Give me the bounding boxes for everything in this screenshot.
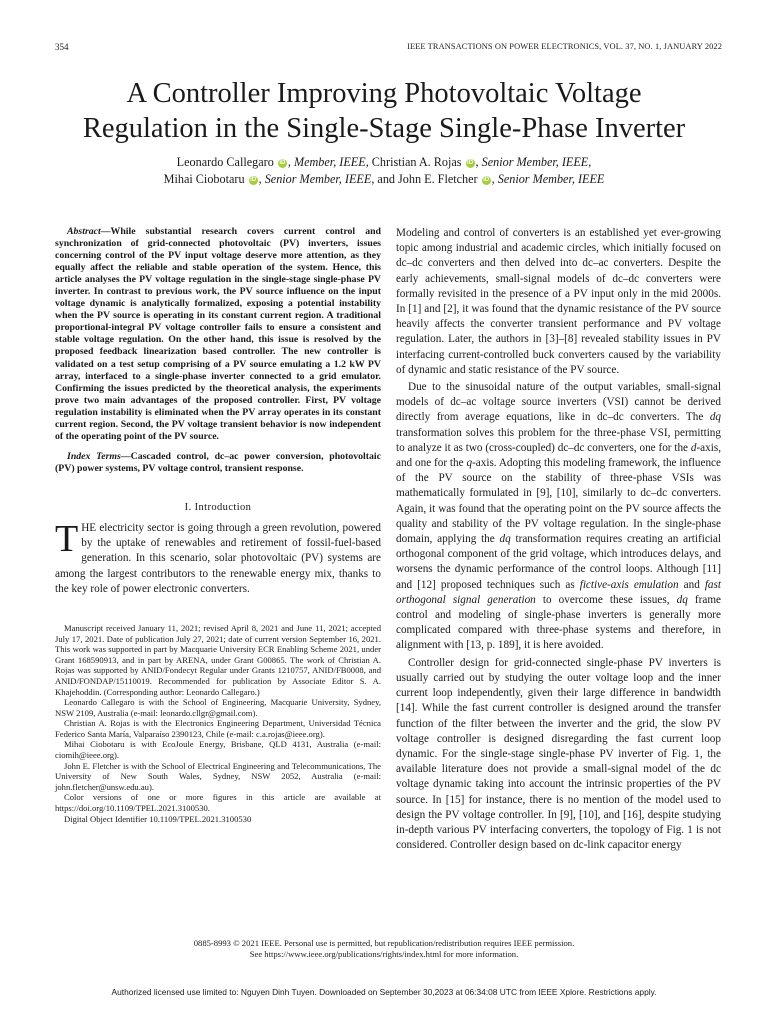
section-heading-introduction: I. Introduction [184,501,252,513]
orcid-icon[interactable]: iD [250,177,257,183]
author-name: , Christian A. Rojas [365,155,462,169]
author-name: Leonardo Callegaro [176,155,274,169]
footnote-manuscript: Manuscript received January 11, 2021; revised April 8, 2021 and June 11, 2021; accepted July 17, 2021. Date of publication July 27, 2021; date of current version September 16, 2021. This work was supported in part by Macquarie University ECR Enabling Scheme 2021, under Grant 168590913, and in part by ARENA, under Grant G00865. The work of Christian A. Rojas was supported by ANID/Fondecyt Regular under Grants 1210757, ANID/FB0008, and ANID/FONDAP/15110019. Recommended for publication by Associate Editor S. A. Khajehoddin. (Corresponding author: Leonardo Callegaro.) [55,622,381,697]
text-run: frame control and modeling of single-phase inverters is generally more complicated compared with three-phase systems and therefore, in alignment with [13, p. 189], it is here avoided. [396,593,721,652]
copyright-line: 0885-8993 © 2021 IEEE. Personal use is permitted, but republication/redistribution requires IEEE permission. [193,938,575,948]
paper-title [20,76,748,146]
index-terms-text: Cascaded control, dc–ac power conversion, photovoltaic (PV) power systems, PV voltage control, transient response. [55,450,381,474]
abstract [55,226,381,443]
footnote-doi: Digital Object Identifier 10.1109/TPEL.2021.3100530 [64,813,252,824]
abstract-text: While substantial research covers current control and synchronization of grid-connected photovoltaic (PV) inverters, issues concerning control of the PV input voltage deserve more attention, as they equally affect the reliable and stable operation of the system. Hence, this article analyses the PV voltage regulation in the single-stage single-phase PV inverter. In contrast to previous work, the PV source influence on the input voltage dynamic is analytically formalized, exposing a potential instability when the PV source is operating in its constant current region. A traditional proportional-integral PV voltage controller fails to ensure a consistent and stable voltage regulation. On the other hand, this issue is resolved by the proposed feedback linearization based controller. The new controller is validated on a test setup comprising of a PV source emulating a 1.2 kW PV array, interfaced to a single-phase inverter connected to a grid emulator. Confirming the issues predicted by the theoretical analysis, the experiments prove two main advantages of the proposed controller. First, PV voltage regulation instability is eliminated when the PV array operates in its constant current region. Second, the PV voltage transient behavior is now independent of the operating point of the PV source. [55,226,381,442]
author-role: , Senior Member, IEEE, [475,155,592,169]
footnote-affiliation: Leonardo Callegaro is with the School of Engineering, Macquarie University, Sydney, NSW 2109, Australia (e-mail: leonardo.cllgr@gmail.com). [55,697,381,718]
text-run: transformation solves this problem for the three-phase VSI, permitting to analyze it as two (cross-coupled) dc–dc converters, one for the [396,426,721,454]
orcid-icon[interactable]: iD [467,160,474,166]
footnotes [55,623,381,824]
footnote-color-versions: Color versions of one or more figures in this article are available at https://doi.org/10.1109/TPEL.2021.3100530. [55,792,381,814]
index-terms-label: Index Terms— [67,450,131,462]
text-run: -axis. Adopting this modeling framework, the influence of the PV source on the stability of three-phase VSIs was mathematically formulated in [9], [10], similarly to dc–dc converters. Again, it was found that the operating point on the PV source affects the quality and stability of the PV voltage regulation. In the single-phase domain, applying the [396,457,721,546]
author-name: , and John E. Fletcher [371,172,478,186]
body-paragraph: Controller design for grid-connected single-phase PV inverters is usually carried out by studying the outer voltage loop and the inner current loop independently, given their large difference in bandwidth [14]. While the fast current controller is designed around the transfer function of the filter between the inverter and the grid, the slow PV voltage controller is designed disregarding the fast current loop dynamic. For the single-stage single-phase PV inverter of Fig. 1, the available literature does not provide a small-signal model of the dc voltage dynamic taking into account the intrinsic properties of the PV source. In [15] for instance, there is no mention of the model used to design the PV voltage controller. In [9], [10], and [16], despite studying in-depth various PV interfacing converters, the topology of Fig. 1 is not considered. Controller design based on dc-link capacitor energy [396,656,721,852]
intro-paragraph [55,517,381,597]
index-terms [55,451,381,475]
download-notice: Authorized licensed use limited to: Nguyen Dinh Tuyen. Downloaded on September 30,2023 at 06:34:08 UTC from IEEE Xplore. Restrictions apply. [111,987,657,997]
math-term: q [466,457,473,470]
body-paragraph: Modeling and control of converters is an established yet ever-growing topic among industrial and academic circles, which initially focused on dc–dc converters and then delved into dc–ac converters. Despite the early achievements, small-signal models of dc–dc converters were formally revisited in the presence of a PV input only in the mid 2000s. In [1] and [2], it was found that the dynamic resistance of the PV source heavily affects the converter transient performance and PV voltage regulation. Later, the authors in [3]–[8] revealed stability issues in PV interfacing current-controlled buck converters caused by the variability of dynamic and static resistance of the PV source. [396,227,721,376]
intro-text: electricity sector is going through a green revolution, powered by the uptake of renewables and retirement of fossil-fuel-based generation. In this scenario, solar photovoltaic (PV) systems are among the largest contributors to the renewable energy mix, thanks to the key role of power electronic converters. [55,521,381,595]
footnote-affiliation: Mihai Ciobotaru is with EcoJoule Energy, Brisbane, QLD 4131, Australia (e-mail: ciomih@ieee.org). [55,739,381,761]
text-run: transformation requires creating an artificial orthogonal component of the grid voltage, which introduces delays, and worsens the dynamic performance of the control loops. Although [11] and [12] proposed techniques such as [396,533,721,591]
copyright-notice [20,938,748,960]
author-name: Mihai Ciobotaru [163,172,245,186]
title-line-1: A Controller Improving Photovoltaic Voltage [126,78,642,109]
emphasis-term: fast orthogonal signal generation [396,578,721,606]
rights-link[interactable]: See https://www.ieee.org/publications/rights/index.html for more information. [249,949,519,959]
author-role: , Senior Member, IEEE [258,172,372,186]
journal-running-head: IEEE TRANSACTIONS ON POWER ELECTRONICS, VOL. 37, NO. 1, JANUARY 2022 [407,42,722,51]
text-run: Due to the sinusoidal nature of the output variables, small-signal models of dc–ac voltage source inverters (VSI) cannot be derived directly from average equations, like in dc–dc converters. The [396,381,721,424]
author-role: , Senior Member, IEEE [491,172,605,186]
math-term: dq [709,411,721,424]
math-term: dq [499,533,511,546]
text-run: and [678,578,705,591]
abstract-label: Abstract— [67,226,111,237]
title-line-2: Regulation in the Single-Stage Single-Phase Inverter [82,113,686,144]
page-number: 354 [55,42,69,52]
body-paragraph [396,380,721,654]
intro-first-word: HE [81,521,97,534]
emphasis-term: fictive-axis emulation [579,578,679,591]
author-role: , Member, IEEE [287,155,366,169]
left-column [55,226,381,824]
orcid-icon[interactable]: iD [279,160,286,166]
math-term: dq [676,593,688,606]
right-column [396,226,721,853]
math-term: d [690,441,697,454]
text-run: to overcome these issues, [535,593,677,606]
orcid-icon[interactable]: iD [483,177,490,183]
author-list [20,154,748,188]
footnote-affiliation: Christian A. Rojas is with the Electronics Engineering Department, Universidad Técnica Federico Santa María, Valparaíso 2390123, Chile (e-mail: c.a.rojas@ieee.org). [55,718,381,739]
footnote-affiliation: John E. Fletcher is with the School of Electrical Engineering and Telecommunications, The University of New South Wales, Sydney, NSW 2052, Australia (e-mail: john.fletcher@unsw.edu.au). [55,760,381,792]
drop-cap: T [55,517,79,560]
text-run: -axis, and one for the [396,441,721,470]
